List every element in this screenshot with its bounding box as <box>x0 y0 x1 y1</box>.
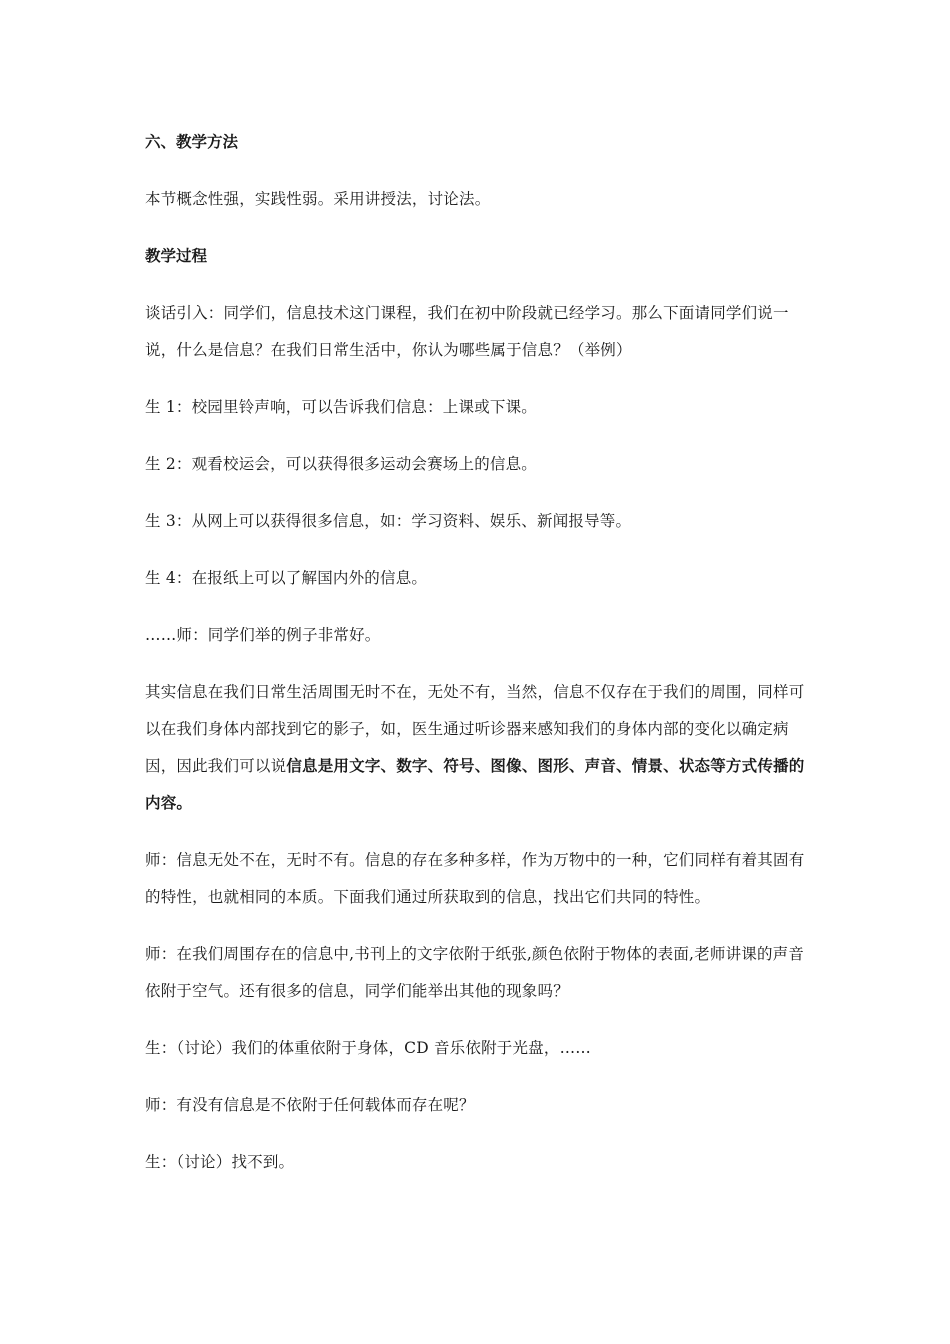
teacher-4-paragraph: 师：有没有信息是不依附于任何载体而存在呢？ <box>145 1096 475 1114</box>
document-body <box>145 124 810 1201</box>
student-2-paragraph: 生 2：观看校运会，可以获得很多运动会赛场上的信息。 <box>145 455 537 473</box>
teacher-2-paragraph: 师：信息无处不在，无时不有。信息的存在多种多样，作为万物中的一种，它们同样有着其固有的特性，也就相同的本质。下面我们通过所获取到的信息，找出它们共同的特性。 <box>145 851 805 906</box>
definition-bold-text: 信息是用文字、数字、符号、图像、图形、声音、情景、状态等方式传播的内容。 <box>145 757 805 812</box>
student-4-paragraph: 生 4：在报纸上可以了解国内外的信息。 <box>145 569 428 587</box>
methods-paragraph: 本节概念性强，实践性弱。采用讲授法，讨论法。 <box>145 190 491 208</box>
student-1-paragraph: 生 1：校园里铃声响，可以告诉我们信息：上课或下课。 <box>145 398 537 416</box>
student-3-paragraph: 生 3：从网上可以获得很多信息，如：学习资料、娱乐、新闻报导等。 <box>145 512 632 530</box>
definition-plain-text: 其实信息在我们日常生活周围无时不在，无处不有，当然，信息不仅存在于我们的周围，同样可以在我们身体内部找到它的影子，如，医生通过听诊器来感知我们的身体内部的变化以确定病因，因此我们可以说 <box>145 683 805 775</box>
section-heading-teaching-process: 教学过程 <box>145 247 208 265</box>
student-6-paragraph: 生：（讨论）找不到。 <box>145 1153 295 1171</box>
student-5-paragraph: 生：（讨论）我们的体重依附于身体，CD 音乐依附于光盘，…… <box>145 1039 591 1057</box>
teacher-3-paragraph: 师：在我们周围存在的信息中,书刊上的文字依附于纸张,颜色依附于物体的表面,老师讲课的声音依附于空气。还有很多的信息，同学们能举出其他的现象吗？ <box>145 945 805 1000</box>
section-heading-teaching-methods: 六、教学方法 <box>145 133 239 151</box>
teacher-1-paragraph: ……师：同学们举的例子非常好。 <box>145 626 381 644</box>
intro-paragraph: 谈话引入：同学们，信息技术这门课程，我们在初中阶段就已经学习。那么下面请同学们说一说，什么是信息？在我们日常生活中，你认为哪些属于信息？（举例） <box>145 304 789 359</box>
definition-paragraph <box>145 674 810 822</box>
